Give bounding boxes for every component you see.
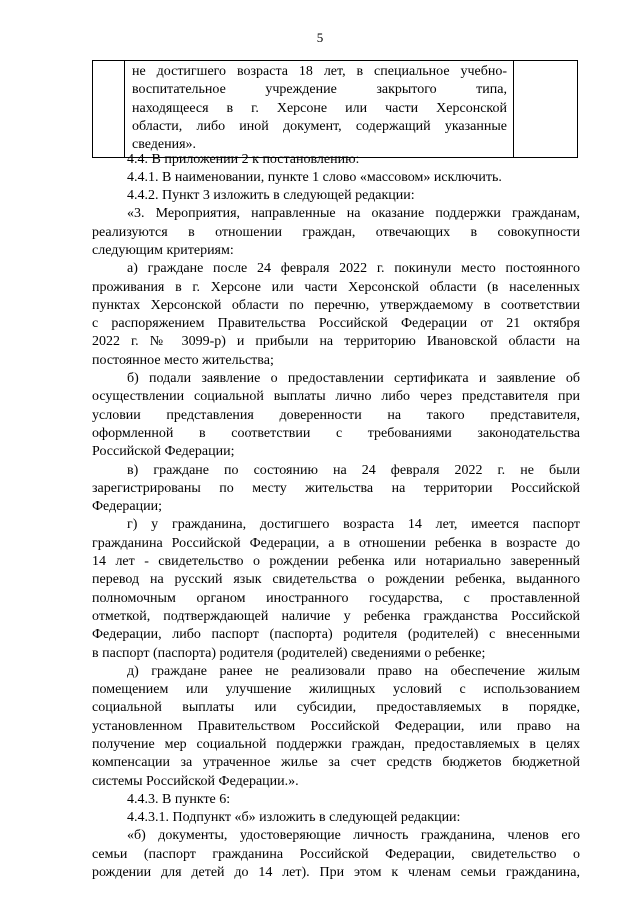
text-line: постоянное место жительства;: [92, 352, 274, 368]
text-line: б) подали заявление о предоставлении сертификата и заявление об: [127, 371, 580, 387]
text-line: рождении для детей до 14 лет). При этом к членам семьи гражданина,: [92, 865, 580, 881]
document-body: [92, 151, 580, 883]
text-line: г) у гражданина, достигшего возраста 14 лет, имеется паспорт: [127, 517, 580, 533]
text-line: осуществлении социальной выплаты лично либо через представителя при: [92, 389, 580, 405]
text-line: гражданина Российской Федерации, а в отношении ребенка в возрасте до: [92, 535, 580, 551]
text-line: 14 лет - свидетельство о рождении ребенка или нотариально заверенный: [92, 554, 580, 570]
text-line: Российской Федерации;: [92, 444, 235, 460]
text-line: в паспорт (паспорта) родителя (родителей) сведениями о ребенке;: [92, 645, 486, 661]
text-line: 4.4.2. Пункт 3 изложить в следующей редакции:: [127, 188, 415, 204]
text-line: условии представления доверенности на такого представителя,: [92, 407, 580, 423]
text-line: в) граждане по состоянию на 24 февраля 2022 г. не были: [127, 462, 580, 478]
text-line: компенсации за утраченное жилье за счет средств бюджетов бюджетной: [92, 755, 580, 771]
text-line: оформленной в соответствии с требованиями законодательства: [92, 425, 580, 441]
text-line: д) граждане ранее не реализовали право на обеспечение жилым: [127, 663, 580, 679]
text-line: 4.4.3. В пункте 6:: [127, 791, 231, 807]
table-line: сведения».: [132, 137, 197, 153]
table-line: области, либо иной документ, содержащий указанные: [132, 118, 507, 134]
text-line: помещением или улучшение жилищных условий с использованием: [92, 682, 580, 698]
text-line: перевод на русский язык свидетельства о рождении ребенка, выданного: [92, 572, 580, 588]
text-line: а) граждане после 24 февраля 2022 г. покинули место постоянного: [127, 261, 580, 277]
text-line: социальной выплаты или субсидии, предоставляемых в порядке,: [92, 700, 580, 716]
text-line: установленном Правительством Российской Федерации, или право на: [92, 718, 580, 734]
text-line: проживания в г. Херсоне или части Херсонской области (в населенных: [92, 279, 580, 295]
text-line: Федерации, либо паспорт (паспорта) родителя (родителей) с внесенными: [92, 627, 580, 643]
table-line: не достигшего возраста 18 лет, в специальное учебно-: [132, 64, 507, 79]
text-line: полномочным органом иностранного государства, с проставленной: [92, 590, 580, 606]
page-number: 5: [316, 30, 324, 45]
text-line: 4.4.3.1. Подпункт «б» изложить в следующей редакции:: [127, 810, 461, 826]
text-line: зарегистрированы по месту жительства на территории Российской: [92, 480, 580, 496]
table-cell-text: [125, 61, 514, 158]
text-line: 4.4. В приложении 2 к постановлению:: [127, 151, 360, 167]
text-line: пунктах Херсонской области по перечню, утверждаемому в соответствии: [92, 297, 580, 313]
text-line: 2022 г. № 3099-р) и прибыли на территорию Ивановской области на: [92, 334, 580, 350]
text-line: «3. Мероприятия, направленные на оказание поддержки гражданам,: [127, 206, 580, 222]
table-cell-note: [514, 61, 578, 158]
text-line: с распоряжением Правительства Российской Федерации от 21 октября: [92, 316, 580, 332]
text-line: реализуются в отношении граждан, отвечающих в совокупности: [92, 224, 580, 240]
text-line: отметкой, подтверждающей наличие у ребенка гражданства Российской: [92, 608, 580, 624]
text-line: системы Российской Федерации.».: [92, 773, 299, 789]
text-line: Федерации;: [92, 499, 163, 515]
text-line: следующим критериям:: [92, 242, 234, 258]
text-line: семьи (паспорт гражданина Российской Федерации, свидетельство о: [92, 846, 580, 862]
table-line: находящееся в г. Херсоне или части Херсонской: [132, 100, 507, 116]
text-line: «б) документы, удостоверяющие личность гражданина, членов его: [127, 828, 580, 844]
table-fragment: [92, 60, 578, 158]
table-cell-number: [93, 61, 125, 158]
text-line: получение мер социальной поддержки граждан, предоставляемых в целях: [92, 737, 580, 752]
text-line: 4.4.1. В наименовании, пункте 1 слово «массовом» исключить.: [127, 169, 502, 185]
table-line: воспитательное учреждение закрытого типа,: [132, 82, 507, 98]
